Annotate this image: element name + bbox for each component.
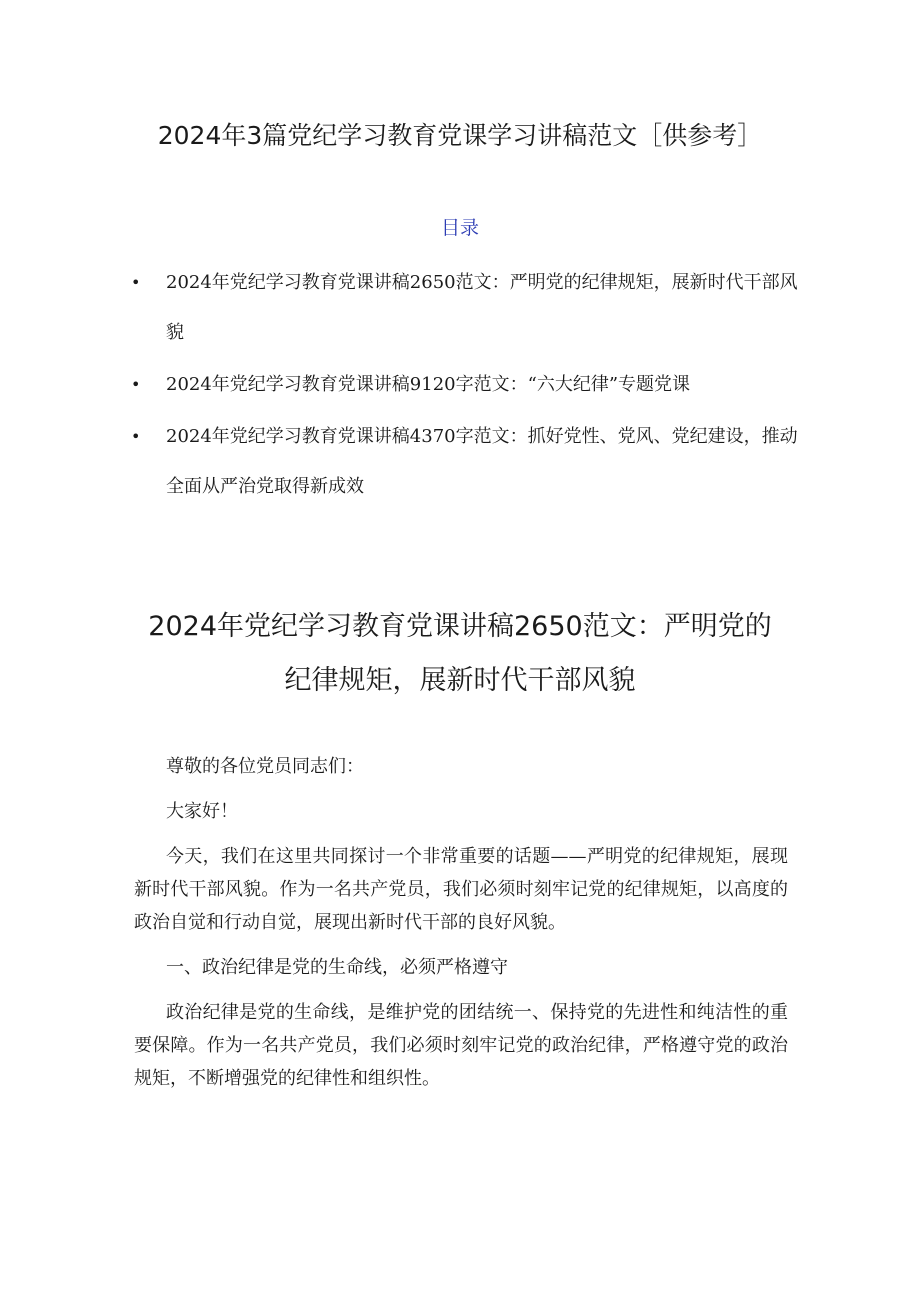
document-title: 2024年3篇党纪学习教育党课学习讲稿范文［供参考］ — [157, 121, 763, 150]
bullet-icon: • — [131, 427, 141, 446]
toc-item[interactable] — [0, 412, 920, 512]
toc-item-label[interactable]: 2024年党纪学习教育党课讲稿4370字范文：抓好党性、党风、党纪建设，推动全面从严治党取得新成效 — [166, 426, 798, 497]
bullet-icon: • — [131, 273, 141, 292]
toc-list — [0, 258, 920, 514]
toc-item[interactable] — [0, 360, 920, 410]
toc-item[interactable] — [0, 258, 920, 358]
section-title-line: 纪律规矩，展新时代干部风貌 — [284, 665, 636, 696]
section-title — [0, 600, 920, 708]
toc-item-label[interactable]: 2024年党纪学习教育党课讲稿9120字范文：“六大纪律”专题党课 — [166, 374, 691, 395]
greeting: 大家好！ — [166, 801, 238, 822]
bullet-icon: • — [131, 375, 141, 394]
toc-item-label[interactable]: 2024年党纪学习教育党课讲稿2650范文：严明党的纪律规矩，展新时代干部风貌 — [166, 272, 798, 343]
body-paragraph: 今天，我们在这里共同探讨一个非常重要的话题——严明党的纪律规矩，展现新时代干部风貌。作为一名共产党员，我们必须时刻牢记党的纪律规矩，以高度的政治自觉和行动自觉，展现出新时代干部的良好风貌。 — [134, 846, 788, 933]
toc-heading[interactable]: 目录 — [440, 217, 479, 239]
subheading: 一、政治纪律是党的生命线，必须严格遵守 — [166, 957, 508, 978]
body-paragraph: 政治纪律是党的生命线，是维护党的团结统一、保持党的先进性和纯洁性的重要保障。作为一名共产党员，我们必须时刻牢记党的政治纪律，严格遵守党的政治规矩，不断增强党的纪律性和组织性。 — [134, 1002, 788, 1089]
salutation: 尊敬的各位党员同志们： — [166, 756, 364, 777]
section-body — [134, 750, 788, 1107]
section-title-line: 2024年党纪学习教育党课讲稿2650范文：严明党的 — [148, 611, 772, 642]
